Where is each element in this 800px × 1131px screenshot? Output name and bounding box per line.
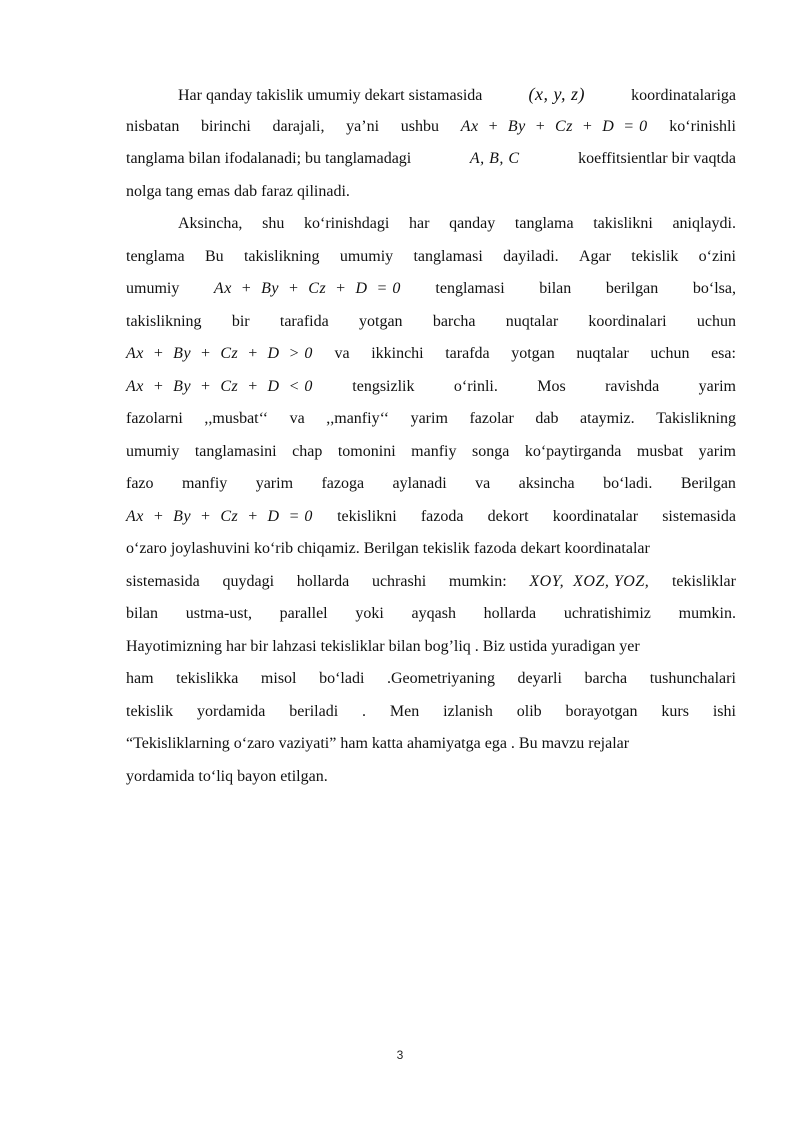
text-run: ko‘rinishdagi (303, 215, 390, 232)
text-run: Har qanday takislik umumiy dekart sistamasida (178, 87, 483, 104)
text-run: umumiy (339, 247, 394, 265)
text-line (126, 436, 736, 469)
text-run: darajali, (272, 117, 325, 135)
text-run: fazolar (469, 410, 514, 427)
text-run: uchun (650, 345, 690, 362)
text-run: va (289, 410, 305, 427)
text-line (126, 728, 736, 761)
text-run: nisbatan (126, 117, 180, 135)
text-run: va (475, 475, 491, 492)
text-run: . (362, 702, 367, 720)
text-run: har (408, 215, 430, 232)
text-run: o‘zini (698, 247, 736, 265)
text-run: nuqtalar (576, 345, 629, 362)
text-run: Mos (537, 377, 566, 395)
text-run: tenglama (126, 247, 185, 265)
text-run: hollarda (483, 605, 537, 622)
text-run: Aksincha, (178, 215, 243, 232)
text-run: nolga tang emas dab faraz qilinadi. (126, 182, 350, 200)
text-line (126, 501, 736, 534)
text-run: manfiy (181, 475, 228, 492)
text-run: koordinalari (588, 312, 667, 330)
text-run: chap (292, 442, 323, 460)
text-line (126, 371, 736, 404)
text-run: dayiladi. (503, 247, 559, 265)
text-run: uchratishimiz (563, 605, 651, 622)
text-run: tanglamasini (194, 442, 277, 460)
text-line (126, 273, 736, 306)
text-run: fazo (126, 475, 154, 492)
text-run: sistemasida (126, 572, 200, 590)
text-run: tomonini (337, 442, 396, 460)
math-expression: A, B, C (469, 150, 520, 167)
text-run: qanday (449, 215, 496, 232)
text-run: birinchi (201, 117, 251, 135)
text-run: tekislik (631, 247, 679, 265)
text-run: aniqlaydi. (672, 215, 736, 232)
text-run: tenglamasi (435, 280, 505, 297)
text-run: bilan (539, 280, 572, 297)
text-run: aylanadi (392, 475, 447, 492)
text-run: yordamida (196, 702, 266, 720)
text-run: tarafida (279, 312, 329, 330)
text-run: “Tekisliklarning o‘zaro vaziyati” ham katta ahamiyatga ega . Bu mavzu rejalar (126, 735, 630, 752)
text-run: umumiy (126, 442, 180, 460)
text-run: yordamida to‘liq bayon etilgan. (126, 767, 328, 785)
text-run: yarim (410, 410, 448, 427)
text-line (126, 306, 736, 339)
text-run: tanglamasi (413, 247, 483, 265)
page-number: 3 (396, 1048, 404, 1062)
text-line (126, 143, 736, 176)
text-line (126, 598, 736, 631)
text-run: ham (126, 670, 154, 687)
text-line (126, 176, 736, 209)
text-line (126, 78, 736, 111)
text-run: Berilgan (680, 475, 736, 492)
text-line (126, 111, 736, 144)
text-run: bo‘lsa, (692, 280, 736, 297)
text-run: yarim (698, 442, 736, 460)
text-run: barcha (432, 312, 476, 330)
text-run: .Geometriyaning (386, 670, 495, 687)
math-expression: Ax + By + Cz + D > 0 (126, 345, 313, 362)
text-run: ayqash (411, 605, 456, 622)
text-line (126, 533, 736, 566)
text-run: tanglama (514, 215, 574, 232)
text-run: mumkin. (678, 605, 736, 622)
text-line (126, 208, 736, 241)
text-run: olib (516, 702, 542, 720)
text-run: Bu (204, 247, 224, 265)
text-run: quydagi (222, 572, 275, 590)
text-run: ataymiz. (580, 410, 635, 427)
text-run: ikkinchi (371, 345, 424, 362)
text-run: fazoga (321, 475, 365, 492)
text-line (126, 663, 736, 696)
text-run: dab (535, 410, 559, 427)
text-run: esa: (711, 345, 736, 362)
text-run: yotgan (511, 345, 555, 362)
text-run: nuqtalar (505, 312, 559, 330)
math-expression: Ax + By + Cz + D = 0 (213, 280, 401, 297)
text-run: bo‘ladi (319, 670, 365, 687)
text-run: koordinatalar (552, 507, 639, 525)
text-run: beriladi (289, 702, 339, 720)
text-run: ya’ni (346, 117, 380, 135)
text-run: sistemasida (662, 507, 736, 525)
text-run: dekort (487, 507, 529, 525)
math-expression: (x, y, z) (528, 84, 585, 104)
text-run: bo‘ladi. (603, 475, 653, 492)
text-line (126, 241, 736, 274)
text-run: aksincha (518, 475, 575, 492)
text-run: parallel (279, 605, 328, 622)
text-run: deyarli (517, 670, 562, 687)
text-run: fazoda (420, 507, 464, 525)
text-run: bir (231, 312, 250, 330)
text-run: borayotgan (565, 702, 638, 720)
text-run: ushbu (400, 117, 439, 135)
text-run: ko‘paytirganda (524, 442, 622, 460)
text-run: koordinatalariga (631, 87, 736, 104)
text-run: izlanish (443, 702, 493, 720)
text-run: tekislikni (337, 507, 397, 525)
text-run: hollarda (296, 572, 350, 590)
text-run: berilgan (605, 280, 659, 297)
text-run: Agar (578, 247, 611, 265)
math-expression: Ax + By + Cz + D < 0 (126, 377, 313, 395)
text-run: misol (260, 670, 297, 687)
text-run: yoki (355, 605, 384, 622)
text-line (126, 468, 736, 501)
text-run: Hayotimizning har bir lahzasi tekisliklar bilan bog’liq . Biz ustida yuradigan yer (126, 637, 640, 655)
text-run: ishi (712, 702, 736, 720)
text-run: ustma-ust, (185, 605, 252, 622)
text-run: takislikning (126, 312, 202, 330)
text-run: ,,musbat‘‘ (204, 410, 269, 427)
text-run: ravishda (605, 377, 660, 395)
text-run: musbat (636, 442, 684, 460)
text-run: va (334, 345, 350, 362)
text-run: tekisliklar (671, 572, 736, 590)
text-run: koeffitsientlar bir vaqtda (578, 150, 736, 167)
text-run: tekislik (126, 702, 174, 720)
text-run: o‘zaro joylashuvini ko‘rib chiqamiz. Berilgan tekislik fazoda dekart koordinatalar (126, 540, 650, 557)
text-run: tanglama bilan ifodalanadi; bu tanglamadagi (126, 150, 412, 167)
text-run: uchrashi (371, 572, 427, 590)
text-run: Takislikning (656, 410, 736, 427)
text-run: o‘rinli. (453, 377, 498, 395)
body-text (126, 78, 736, 793)
text-line (126, 338, 736, 371)
text-run: umumiy (126, 280, 180, 297)
text-line (126, 566, 736, 599)
text-run: bilan (126, 605, 158, 622)
text-run: takislikning (243, 247, 320, 265)
math-expression: XOY, XOZ, YOZ, (529, 572, 650, 590)
text-run: uchun (696, 312, 736, 330)
text-run: ko‘rinishli (669, 117, 736, 135)
text-line (126, 696, 736, 729)
text-run: songa (472, 442, 510, 460)
text-run: yarim (255, 475, 294, 492)
text-run: ,,manfiy‘‘ (326, 410, 390, 427)
text-run: shu (262, 215, 285, 232)
text-line (126, 631, 736, 664)
math-expression: Ax + By + Cz + D = 0 (126, 507, 313, 525)
text-run: kurs (661, 702, 689, 720)
text-run: takislikni (593, 215, 653, 232)
text-run: yarim (698, 377, 736, 395)
text-run: fazolarni (126, 410, 183, 427)
text-run: tarafda (445, 345, 490, 362)
text-run: Men (389, 702, 420, 720)
text-run: manfiy (411, 442, 457, 460)
text-run: tushunchalari (649, 670, 736, 687)
math-expression: Ax + By + Cz + D = 0 (460, 117, 648, 135)
text-run: tekislikka (176, 670, 239, 687)
text-line (126, 403, 736, 436)
text-run: barcha (584, 670, 628, 687)
text-run: mumkin: (448, 572, 507, 590)
text-run: yotgan (359, 312, 403, 330)
text-run: tengsizlik (352, 377, 415, 395)
text-line (126, 761, 736, 794)
